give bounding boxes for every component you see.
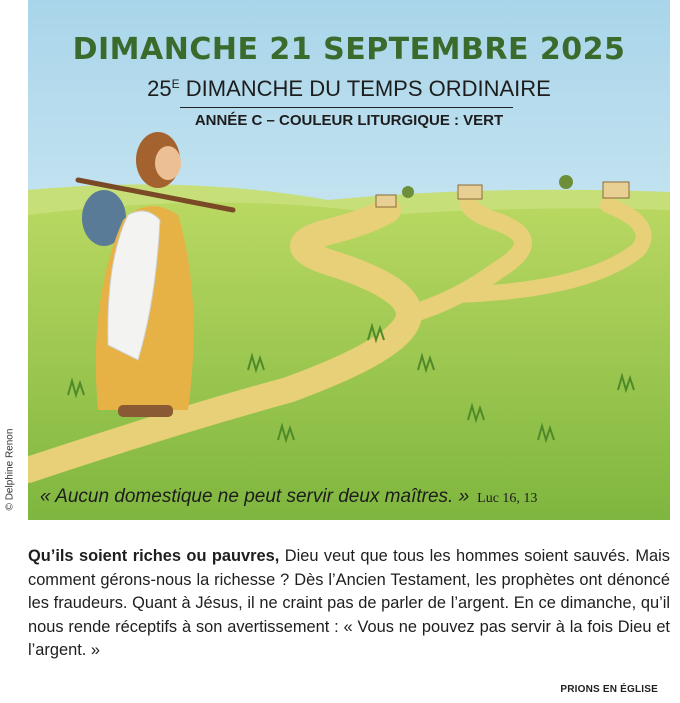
liturgical-subtitle xyxy=(28,76,670,102)
body-text: Dieu veut que tous les hommes soient sauvés. Mais comment gérons-nous la richesse ? Dès l’Ancien Testament, les prophètes ont dénoncé les fraudeurs. Quant à Jésus, il ne craint pas de parler de l’argent. En ce dimanche, qu’il nous rende réceptifs à son avertissement : « Vous ne pouvez pas servir à la fois Dieu et l’argent. » xyxy=(28,547,670,659)
quote-reference: Luc 16, 13 xyxy=(477,491,538,506)
body-paragraph xyxy=(28,545,670,663)
quote-text: « Aucun domestique ne peut servir deux maîtres. » xyxy=(40,486,470,507)
subtitle-superscript: E xyxy=(171,77,180,91)
illustration-card xyxy=(28,0,670,520)
page-title: DIMANCHE 21 SEPTEMBRE 2025 xyxy=(72,32,626,67)
scripture-quote xyxy=(40,486,537,508)
divider xyxy=(180,107,513,108)
publication-name: PRIONS EN ÉGLISE xyxy=(560,684,658,695)
liturgical-year-line: ANNÉE C – COULEUR LITURGIQUE : VERT xyxy=(194,112,504,129)
subtitle-number: 25 xyxy=(147,76,172,101)
subtitle-text: DIMANCHE DU TEMPS ORDINAIRE xyxy=(179,76,551,101)
photo-credit: © Delphine Renon xyxy=(4,428,16,511)
body-lead: Qu’ils soient riches ou pauvres, xyxy=(28,547,280,565)
